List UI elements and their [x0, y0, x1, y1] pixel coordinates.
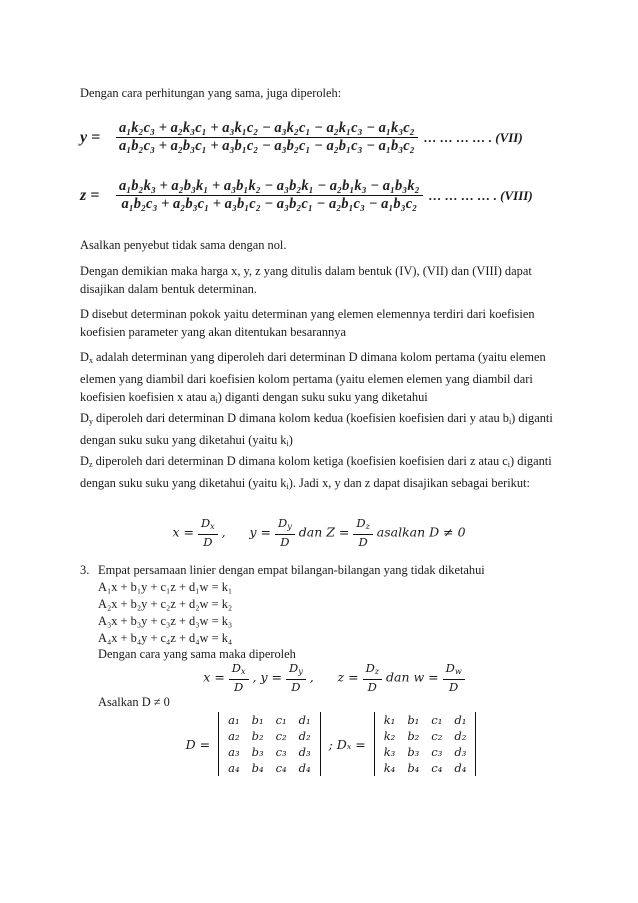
dx-symbol: D [80, 350, 89, 364]
determinant-dx-cell: k₄ [383, 761, 396, 775]
determinant-d-row [222, 744, 317, 760]
paragraph-main-determinant: D disebut determinan pokok yaitu determinan yang elemen elemennya terdiri dari koefisien koefisien parameter yang akan ditentukan besarannya [80, 307, 535, 339]
determinant-dx-cell: b₃ [407, 745, 420, 759]
fraction-dy-over-d: $\frac{D_y}{D}$ [275, 516, 295, 550]
det-dx-label: ; Dₓ = [328, 736, 366, 752]
determinant-dx-cell: c₁ [431, 713, 443, 727]
equation-y-numerator: a₁k₂c₃ + a₂k₃c₁ + a₃k₁c₂ − a₃k₂c₁ − a₂k₁c₃ − a₁k₃c₂ [119, 120, 415, 136]
equation-z-denominator: a₁b₂c₃ + a₂b₃c₁ + a₃b₁c₂ − a₃b₂c₁ − a₂b₁c₃ − a₁b₃c₂ [121, 196, 418, 212]
determinant-dx-cell: b₂ [407, 729, 420, 743]
dy-symbol: D [80, 411, 89, 425]
determinant-d-cell: c₄ [275, 761, 287, 775]
linear-equation-4: A₄x + b₄y + c₄z + d₄w = k₄ [98, 631, 233, 645]
determinant-d-cell: d₄ [298, 761, 311, 775]
determinant-dx [374, 712, 477, 776]
determinant-dx-cell: c₄ [431, 761, 443, 775]
item3-condition: Asalkan D ≠ 0 [98, 695, 170, 709]
condition-nonzero: asalkan D ≠ 0 [376, 524, 466, 540]
determinant-dx-cell: b₁ [407, 713, 420, 727]
equation-y [80, 120, 580, 155]
determinant-dx-row [378, 728, 473, 744]
equation-z-numerator: a₁b₂k₃ + a₂b₃k₁ + a₃b₁k₂ − a₃b₂k₁ − a₂b₁k₃ − a₁b₃k₂ [119, 178, 420, 194]
fraction-dz-over-d: $\frac{D_z}{D}$ [353, 516, 372, 550]
linear-equation-2: A₂x + b₂y + c₂z + d₂w = k₂ [98, 597, 233, 611]
determinant-dx-row [378, 744, 473, 760]
formula-xyzw: x = $\frac{D_x}{D}$ , y = $\frac{D_y}{D}$ , z = $\frac{D_z}{D}$ dan w = $\frac{D_w}{D}$ [0, 661, 638, 695]
paragraph-dz: $D_z$ diperoleh dari determinan D dimana kolom ketiga (koefisien koefisien dari z atau $c_i$) diganti dengan suku suku yang diketahui (yaitu $k_i$). Jadi x, y dan z dapat disajikan sebagai berikut: [80, 454, 552, 491]
determinant-dx-cell: c₃ [431, 745, 443, 759]
fraction-dy-over-d: $\frac{D_y}{D}$ [286, 661, 306, 695]
determinant-d-cell: d₃ [298, 745, 311, 759]
determinant-dx-cell: b₄ [407, 761, 420, 775]
determinant-dx-cell: k₂ [383, 729, 396, 743]
equation-z [80, 178, 580, 213]
determinant-dx-cell: d₄ [454, 761, 467, 775]
determinant-d [218, 712, 321, 776]
dy-subscript: y [88, 417, 93, 426]
det-d-label: D = [185, 736, 211, 752]
determinant-d-cell: b₃ [251, 745, 264, 759]
fraction-dz-over-d: $\frac{D_z}{D}$ [363, 661, 382, 695]
determinant-d-cell: d₁ [298, 713, 311, 727]
dz-symbol: D [80, 454, 89, 468]
determinant-d-cell: b₁ [251, 713, 264, 727]
equation-z-tag: … … … … . (VIII) [428, 187, 533, 203]
determinant-dx-cell: d₂ [454, 729, 467, 743]
determinant-d-cell: b₄ [251, 761, 264, 775]
determinant-d-cell: c₃ [275, 745, 287, 759]
paragraph-dy: $D_y$ diperoleh dari determinan D dimana kolom kedua (koefisien koefisien dari y atau $b_i$) diganti dengan suku suku yang diketahui (yaitu $k_i$) [80, 411, 553, 448]
fraction-dw-over-d: $\frac{D_w}{D}$ [443, 661, 465, 695]
fraction-dx-over-d: $\frac{D_x}{D}$ [229, 661, 249, 695]
determinants-row [0, 712, 638, 776]
paragraph-dx: $D_x$ adalah determinan yang diperoleh dari determinan D dimana kolom pertama (yaitu elemen elemen yang diambil dari koefisien kolom pertama (yaitu elemen elemen yang diambil dari koefisien koefisien x atau $a_i$) diganti dengan suku suku yang diketahui [80, 350, 546, 405]
item3-method: Dengan cara yang sama maka diperoleh [98, 647, 296, 661]
determinant-d-row [222, 712, 317, 728]
dx-subscript: x [88, 356, 93, 365]
fraction-dx-over-d: $\frac{D_x}{D}$ [198, 516, 218, 550]
determinant-dx-row [378, 760, 473, 776]
determinant-d-cell: c₁ [275, 713, 287, 727]
determinant-d-cell: c₂ [275, 729, 287, 743]
intro-text: Dengan cara perhitungan yang sama, juga diperoleh: [80, 86, 342, 100]
linear-equation-3: A₃x + b₃y + c₃z + d₃w = k₃ [98, 614, 233, 628]
determinant-dx-cell: d₃ [454, 745, 467, 759]
determinant-dx-cell: k₃ [383, 745, 396, 759]
dz-subscript: z [88, 460, 93, 469]
equation-y-lhs: y = [80, 128, 101, 146]
equation-y-denominator: a₁b₂c₃ + a₂b₃c₁ + a₃b₁c₂ − a₃b₂c₁ − a₂b₁c₃ − a₁b₃c₂ [119, 138, 415, 154]
determinant-d-cell: d₂ [298, 729, 311, 743]
item3-heading: Empat persamaan linier dengan empat bilangan-bilangan yang tidak diketahui [98, 563, 485, 577]
determinant-dx-row [378, 712, 473, 728]
determinant-d-cell: a₃ [228, 745, 240, 759]
paragraph-determinant-form: Dengan demikian maka harga x, y, z yang ditulis dalam bentuk (IV), (VII) dan (VIII) dapat disajikan dalam bentuk determinan. [80, 264, 532, 296]
determinant-d-cell: a₁ [228, 713, 240, 727]
determinant-dx-cell: d₁ [454, 713, 467, 727]
determinant-d-row [222, 760, 317, 776]
item-number: 3. [80, 563, 90, 577]
determinant-dx-cell: c₂ [431, 729, 443, 743]
determinant-d-row [222, 728, 317, 744]
equation-y-fraction [116, 120, 418, 155]
formula-xyz: x = $\frac{D_x}{D}$ , y = $\frac{D_y}{D}$ dan Z = $\frac{D_z}{D}$ asalkan D ≠ 0 [172, 516, 466, 549]
determinant-d-cell: a₄ [228, 761, 240, 775]
determinant-dx-cell: k₁ [383, 713, 396, 727]
equation-z-fraction [116, 178, 423, 213]
determinant-d-cell: b₂ [251, 729, 264, 743]
equation-y-tag: … … … … . (VII) [423, 129, 523, 145]
determinant-d-cell: a₂ [228, 729, 240, 743]
linear-equation-1: A₁x + b₁y + c₁z + d₁w = k₁ [98, 580, 233, 594]
paragraph-denominator-note: Asalkan penyebut tidak sama dengan nol. [80, 238, 287, 252]
equation-z-lhs: z = [80, 186, 100, 204]
